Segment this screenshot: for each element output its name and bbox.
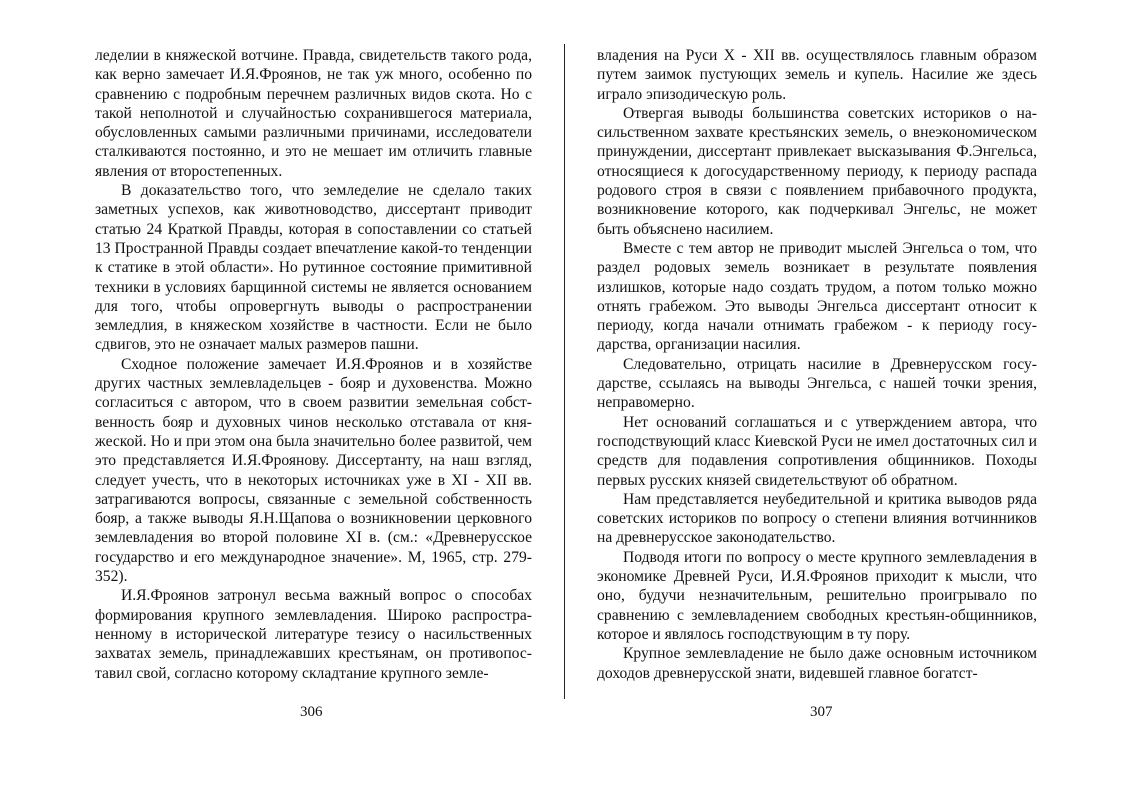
paragraph: Отвергая выводы большинства советских историков о насильственном захвате крестьянских земель, о внеэкономическом принуждении, диссертант привлекает высказывания Ф.Энгельса, относящиеся к догосударственному периоду, к периоду распада родового строя в связи с появлением прибавочного продукта, возникновение которого, как подчеркивал Энгельс, не может быть объяснено насилием.	[597, 104, 1037, 238]
paragraph: Нет оснований соглашаться и с утверждением автора, что господствующий класс Киевской Руси не имел достаточных сил и средств для подавления сопротивления общинников. Походы первых русских князей свидетельствуют об обратном.	[597, 413, 1037, 489]
paragraph: владения на Руси X - XII вв. осуществлялось главным образом путем заимок пустующих земель и купель. Насилие же здесь играло эпизодическую роль.	[597, 47, 1037, 103]
right-page	[597, 46, 1037, 683]
paragraph: Подводя итоги по вопросу о месте крупного землевладения в экономике Древней Руси, И.Я.Фроянов приходит к мысли, что оно, будучи незначительным, решительно проигрывало по сравнению с землевладением свободных крестьян-общинников, которое и являлось господствующим в ту пору.	[597, 548, 1037, 643]
left-page	[95, 46, 532, 683]
paragraph: В доказательство того, что земледелие не сделало таких заметных успехов, как животноводство, диссертант приводит статью 24 Краткой Правды, которая в сопоставлении со статьей 13 Пространной Правды создает впечатление какой-то тенденции к статике в этой области». Но рутинное состояние примитивной техники в условиях барщинной системы не является основанием для того, чтобы опровергнуть выводы о распространении земледлия, в княжеском хозяйстве в частности. Если не было сдвигов, это не означает малых размеров пашни.	[95, 182, 532, 354]
paragraph: Нам представляется неубедительной и критика выводов ряда советских историков по вопросу о степени влияния вотчинников на древнерусское законодательство.	[597, 490, 1037, 547]
paragraph: Крупное землевладение не было даже основным источником доходов древнерусской знати, видевшей главное богатст-	[597, 645, 1037, 682]
page-number-left: 306	[300, 704, 323, 720]
paragraph: Вместе с тем автор не приводит мыслей Энгельса о том, что раздел родовых земель возникает в результате появления излишков, которые надо создать трудом, а потом только можно отнять грабежом. Это выводы Энгельса диссертант относит к периоду, когда начали отнимать грабежом - к периоду государства, организации насилия.	[597, 239, 1037, 354]
paragraph: Следовательно, отрицать насилие в Древнерусском государстве, ссылаясь на выводы Энгельса, с нашей точки зрения, неправомерно.	[597, 355, 1037, 412]
paragraph: леделии в княжеской вотчине. Правда, свидетельств такого рода, как верно замечает И.Я.Фроянов, не так уж много, особенно по сравнению с подробным перечнем различных видов скота. Но с такой неполнотой и случайностью сохранившегося материала, обусловленных самыми различными причинами, исследователи сталкиваются постоянно, и это не мешает им отличить главные явления от второстепенных.	[95, 47, 532, 180]
paragraph: Сходное положение замечает И.Я.Фроянов и в хозяйстве других частных землевладельцев - бояр и духовенства. Можно согласиться с автором, что в своем развитии земельная собственность бояр и духовных чинов несколько отставала от княжеской. Но и при этом она была значительно более развитой, чем это представляется И.Я.Фроянову. Диссертанту, на наш взгляд, следует учесть, что в некоторых источниках уже в XI - XII вв. затрагиваются вопросы, связанные с земельной собственность бояр, а также выводы Я.Н.Щапова о возникновении церковного землевладения во второй половине XI в. (см.: «Древнерусское государство и его международное значение». М, 1965, стр. 279-352).	[95, 355, 532, 586]
page-number-right: 307	[810, 704, 833, 720]
page-divider	[564, 44, 565, 699]
paragraph: И.Я.Фроянов затронул весьма важный вопрос о способах формирования крупного землевладения. Широко распространенному в исторической литературе тезису о насильственных захватах земель, принадлежавших крестьянам, он противопоставил свой, согласно которому складтание крупного земле-	[95, 587, 532, 682]
